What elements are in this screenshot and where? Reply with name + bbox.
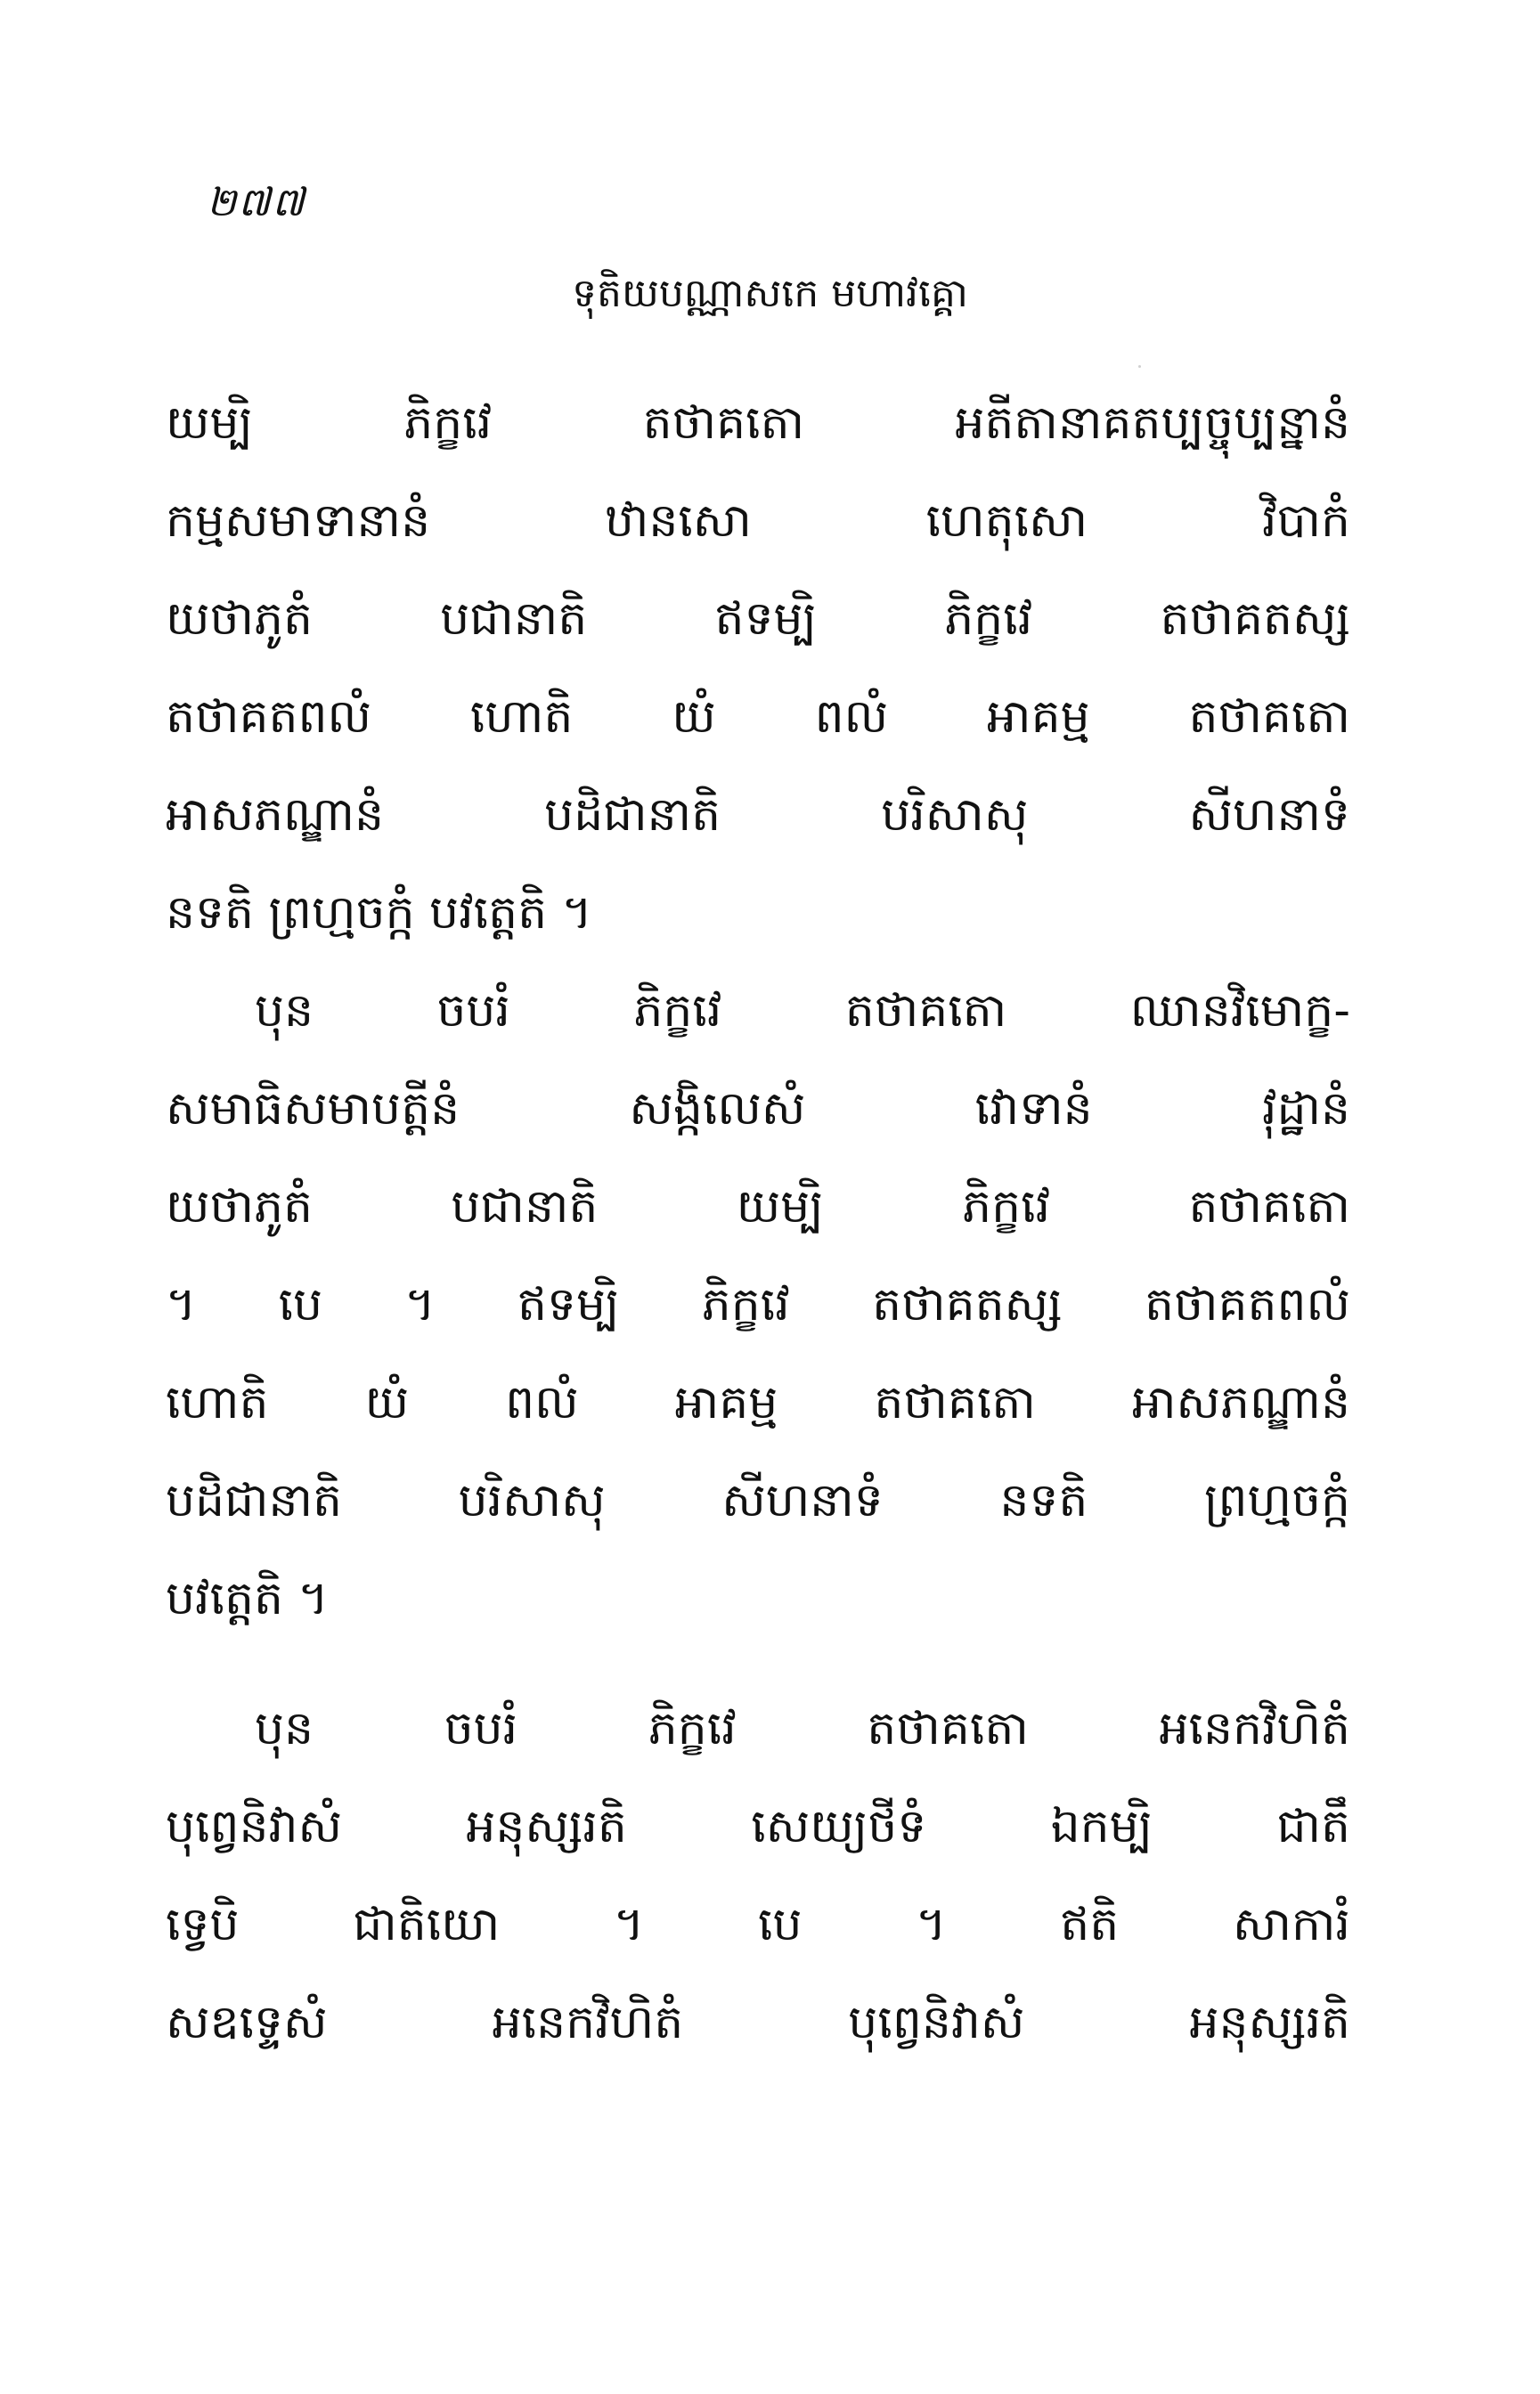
text-line: ហោតិ យំ ពលំ អាគម្ម តថាគតោ អាសភណ្ឌានំ xyxy=(166,1376,1350,1429)
running-title: ទុតិយបណ្ណាសកេ មហាវគ្គោ xyxy=(572,271,968,316)
page-number: ២៧៧ xyxy=(207,180,306,225)
text-line: យថាភូតំ បជានាតិ ឥទម្បិ ភិក្ខវេ តថាគតស្ស xyxy=(166,592,1350,646)
text-line: បវត្តេតិ ។ xyxy=(166,1572,329,1625)
body-text xyxy=(166,374,1350,2072)
text-line: ។ បេ ។ ឥទម្បិ ភិក្ខវេ តថាគតស្ស តថាគតពលំ xyxy=(166,1278,1350,1331)
paragraph-start-line: បុន ចបរំ ភិក្ខវេ តថាគតោ ឈានវិមោក្ខ- xyxy=(255,984,1350,1038)
print-speck xyxy=(1138,365,1141,368)
text-line: បដិជានាតិ បរិសាសុ សីហនាទំ នទតិ ព្រហ្មចក្កំ xyxy=(166,1474,1350,1527)
text-line: តថាគតពលំ ហោតិ យំ ពលំ អាគម្ម តថាគតោ xyxy=(166,690,1350,744)
text-line: អាសភណ្ឌានំ បដិជានាតិ បរិសាសុ សីហនាទំ xyxy=(166,788,1350,842)
text-line: យម្បិ ភិក្ខវេ តថាគតោ អតីតានាគតប្បច្ចុប្បន្នានំ xyxy=(166,396,1350,450)
text-line: នទតិ ព្រហ្មចក្កំ បវត្តេតិ ។ xyxy=(166,886,592,940)
text-line: ទ្វេបិ ជាតិយោ ។ បេ ។ ឥតិ សាការំ xyxy=(166,1898,1350,1951)
text-line: យថាភូតំ បជានាតិ យម្បិ ភិក្ខវេ តថាគតោ xyxy=(166,1180,1350,1234)
text-line: កម្មសមាទានានំ ឋានសោ ហេតុសោ វិបាកំ xyxy=(166,494,1350,548)
text-line: សមាធិសមាបត្តីនំ សង្កិលេសំ វោទានំ វុដ្ឋានំ xyxy=(166,1082,1350,1136)
paragraph-start-line: បុន ចបរំ ភិក្ខវេ តថាគតោ អនេកវិហិតំ xyxy=(255,1702,1350,1755)
text-line: សឧទ្ទេសំ អនេកវិហិតំ បុព្វេនិវាសំ អនុស្សរតិ xyxy=(166,1996,1350,2049)
text-line: បុព្វេនិវាសំ អនុស្សរតិ សេយ្យថីទំ ឯកម្បិ ជាតឹ xyxy=(166,1800,1350,1853)
